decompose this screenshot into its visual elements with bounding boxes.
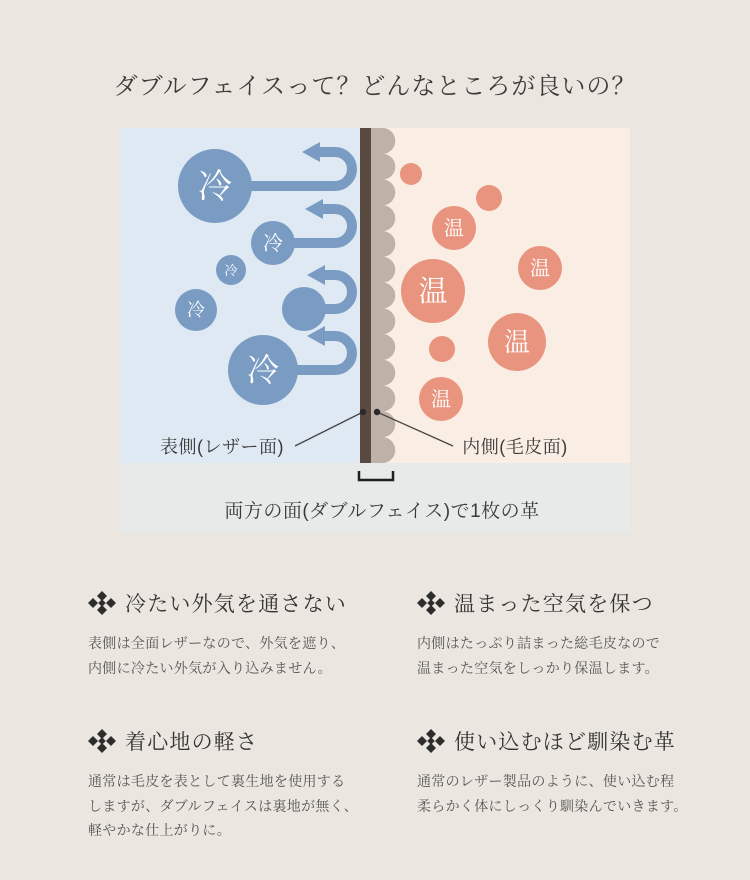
feature-heading: 使い込むほど馴染む革 bbox=[454, 731, 676, 754]
warm-kanji: 温 bbox=[418, 276, 448, 308]
body-line: 通常は毛皮を表として裏生地を使用する bbox=[88, 773, 346, 789]
annotation-dot bbox=[374, 409, 380, 415]
body-line: 内側に冷たい外気が入り込みません。 bbox=[88, 659, 332, 676]
warm-kanji: 温 bbox=[530, 258, 550, 280]
cold-air-circle bbox=[282, 287, 326, 331]
warm-kanji: 温 bbox=[503, 327, 531, 357]
feature-heading: 冷たい外気を通さない bbox=[125, 593, 347, 616]
front-side-label: 表側(レザー面) bbox=[160, 437, 284, 457]
feature-block-lightness bbox=[88, 726, 400, 843]
body-line: 温まった空気をしっかり保温します。 bbox=[417, 659, 659, 676]
inner-side-label: 内側(毛皮面) bbox=[462, 437, 568, 457]
feature-body bbox=[417, 631, 729, 680]
diagram-caption: 両方の面(ダブルフェイス)で1枚の革 bbox=[224, 501, 540, 522]
body-line: 内側はたっぷり詰まった総毛皮なので bbox=[417, 635, 661, 651]
body-line: 柔らかく体にしっくり馴染んでいきます。 bbox=[417, 797, 688, 814]
page-title: ダブルフェイスって？どんなところが良いの？ bbox=[113, 73, 637, 100]
feature-header bbox=[88, 726, 400, 756]
warm-kanji: 温 bbox=[431, 389, 451, 411]
feature-header bbox=[417, 588, 729, 618]
feature-block-leather bbox=[417, 726, 729, 818]
quad-diamond-icon bbox=[417, 729, 445, 753]
caption-band bbox=[120, 463, 630, 533]
warm-air-circle bbox=[476, 185, 502, 211]
quad-diamond-icon bbox=[88, 591, 116, 615]
feature-body bbox=[417, 769, 729, 818]
quad-diamond-icon bbox=[88, 729, 116, 753]
cold-kanji: 冷 bbox=[246, 352, 280, 388]
feature-heading: 温まった空気を保つ bbox=[454, 593, 654, 616]
quad-diamond-icon bbox=[417, 591, 445, 615]
cold-kanji: 冷 bbox=[198, 168, 232, 206]
feature-heading: 着心地の軽さ bbox=[125, 731, 259, 754]
warm-air-circle bbox=[400, 163, 422, 185]
feature-block-cold bbox=[88, 588, 400, 680]
feature-body bbox=[88, 631, 400, 680]
warm-air-circle bbox=[429, 336, 455, 362]
body-line: しますが、ダブルフェイスは裏地が無く、 bbox=[88, 797, 359, 814]
feature-block-warm bbox=[417, 588, 729, 680]
warm-kanji: 温 bbox=[444, 218, 464, 240]
double-face-diagram bbox=[120, 128, 630, 533]
feature-header bbox=[417, 726, 729, 756]
body-line: 表側は全面レザーなので、外気を遮り、 bbox=[88, 635, 346, 651]
feature-body bbox=[88, 769, 400, 843]
cold-kanji: 冷 bbox=[263, 233, 283, 255]
cold-kanji: 冷 bbox=[187, 300, 205, 320]
annotation-dot bbox=[360, 409, 366, 415]
cold-kanji: 冷 bbox=[224, 263, 238, 278]
body-line: 軽やかな仕上がりに。 bbox=[88, 822, 231, 838]
diagram-svg bbox=[120, 128, 630, 533]
feature-header bbox=[88, 588, 400, 618]
body-line: 通常のレザー製品のように、使い込む程 bbox=[417, 773, 675, 789]
